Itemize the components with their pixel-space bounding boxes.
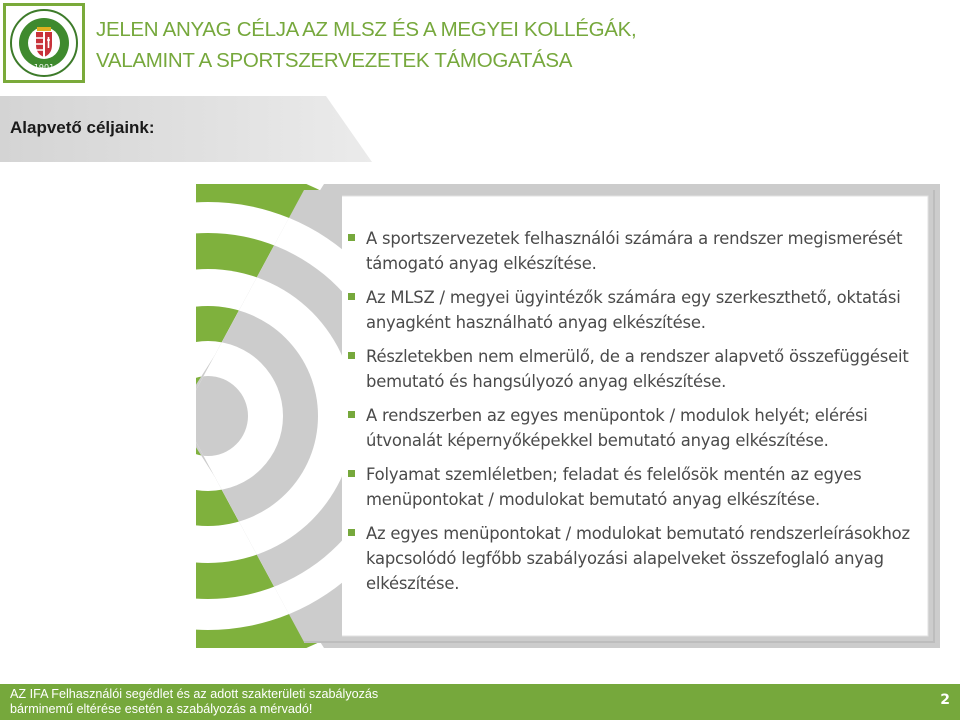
- bullet-square-icon: [348, 352, 355, 359]
- title-line-1: JELEN ANYAG CÉLJA AZ MLSZ ÉS A MEGYEI KOLLÉGÁK,: [96, 18, 637, 41]
- logo-year: 1901: [33, 63, 55, 72]
- goal-text: Részletekben nem elmerülő, de a rendszer alapvető összefüggéseit bemutató és hangsúlyozó anyag elkészítése.: [366, 347, 909, 391]
- page-number: 2: [940, 692, 950, 708]
- goal-text: Az MLSZ / megyei ügyintézők számára egy szerkeszthető, oktatási anyagként használható anyag elkészítése.: [366, 288, 901, 332]
- goal-item: [348, 226, 928, 276]
- title-line-2: VALAMINT A SPORTSZERVEZETEK TÁMOGATÁSA: [96, 49, 573, 72]
- footer-disclaimer: [10, 687, 378, 717]
- page-title: [96, 14, 936, 76]
- goal-item: [348, 285, 928, 335]
- footer-line-1: AZ IFA Felhasználói segédlet és az adott szakterületi szabályozás: [10, 687, 379, 701]
- footer-bar: [0, 684, 960, 720]
- goal-text: Az egyes menüpontokat / modulokat bemutató rendszerleírásokhoz kapcsolódó legfőbb szabályozási alapelveket összefoglaló anyag elkészítése.: [366, 524, 910, 593]
- mlsz-crest-icon: [6, 6, 82, 80]
- goal-item: [348, 403, 928, 453]
- goal-text: Folyamat szemléletben; feladat és felelősök mentén az egyes menüpontokat / modulokat bemutató anyag elkészítése.: [366, 465, 862, 509]
- bullet-square-icon: [348, 411, 355, 418]
- bullet-square-icon: [348, 470, 355, 477]
- goal-text: A rendszerben az egyes menüpontok / modulok helyét; elérési útvonalát képernyőképekkel bemutató anyag elkészítése.: [366, 406, 868, 450]
- mlsz-logo: [3, 3, 85, 83]
- bullet-square-icon: [348, 293, 355, 300]
- footer-line-2: bárminemű eltérése esetén a szabályozás a mérvadó!: [10, 702, 313, 716]
- goal-item: [348, 521, 928, 596]
- goal-item: [348, 462, 928, 512]
- goals-list: [348, 226, 928, 605]
- bullet-square-icon: [348, 234, 355, 241]
- goal-item: [348, 344, 928, 394]
- goal-text: A sportszervezetek felhasználói számára a rendszer megismerését támogató anyag elkészítése.: [366, 229, 903, 273]
- section-label: Alapvető céljaink:: [10, 118, 155, 137]
- bullet-square-icon: [348, 529, 355, 536]
